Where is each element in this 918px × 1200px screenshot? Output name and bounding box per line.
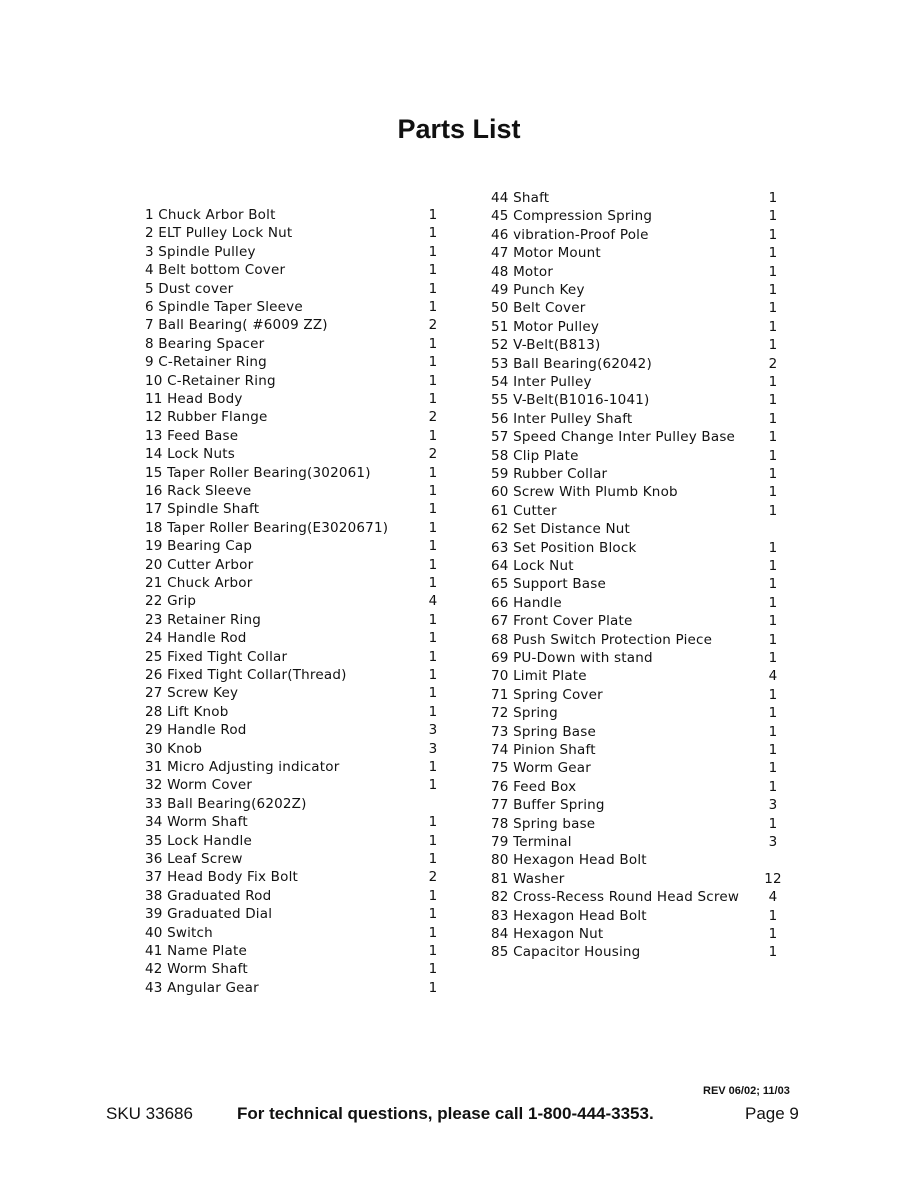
part-name: 63 Set Position Block (491, 539, 637, 556)
part-name: 32 Worm Cover (145, 777, 253, 794)
part-quantity: 1 (428, 943, 438, 959)
parts-list-row (145, 592, 465, 610)
parts-list-row (491, 741, 801, 759)
part-quantity: 1 (428, 906, 438, 923)
part-quantity: 2 (428, 446, 438, 463)
part-name: 65 Support Base (491, 576, 607, 593)
part-name: 80 Hexagon Head Bolt (491, 852, 647, 869)
parts-list-row (491, 943, 801, 961)
part-name: 61 Cutter (491, 502, 557, 519)
parts-list-row (491, 226, 801, 244)
parts-list-row (145, 445, 465, 463)
part-name: 46 vibration-Proof Pole (491, 226, 649, 243)
part-quantity: 1 (768, 594, 778, 611)
parts-list-row (145, 629, 465, 647)
part-name: 42 Worm Shaft (145, 961, 248, 978)
part-quantity: 4 (768, 668, 778, 685)
parts-list-row (491, 207, 801, 225)
parts-list-row (491, 539, 801, 557)
parts-list-right-column (491, 189, 801, 969)
part-quantity: 1 (768, 650, 778, 666)
part-name: 71 Spring Cover (491, 686, 603, 703)
parts-list-row (145, 850, 465, 868)
part-name: 3 Spindle Pulley (145, 243, 256, 260)
part-quantity: 1 (428, 538, 438, 555)
parts-list-row (145, 224, 465, 242)
parts-list-row (491, 759, 801, 777)
parts-list-row (491, 815, 801, 833)
part-name: 20 Cutter Arbor (145, 556, 254, 573)
parts-list-row (491, 907, 801, 925)
part-quantity: 1 (768, 374, 778, 390)
parts-list-row (491, 778, 801, 796)
part-quantity: 1 (768, 282, 778, 298)
part-quantity: 1 (768, 613, 778, 630)
part-quantity: 1 (768, 576, 778, 593)
parts-list-row (491, 851, 801, 869)
parts-list-row (145, 537, 465, 555)
parts-list-row (145, 408, 465, 426)
parts-list-row (145, 261, 465, 279)
part-name: 69 PU-Down with stand (491, 650, 653, 666)
part-name: 1 Chuck Arbor Bolt (145, 207, 276, 223)
parts-list-row (145, 648, 465, 666)
part-quantity: 2 (428, 869, 438, 886)
part-name: 30 Knob (145, 740, 203, 757)
part-quantity: 3 (768, 834, 778, 850)
parts-list-row (491, 594, 801, 612)
part-name: 37 Head Body Fix Bolt (145, 869, 299, 886)
parts-list-row (491, 410, 801, 428)
part-name: 75 Worm Gear (491, 760, 592, 777)
part-quantity: 3 (428, 740, 438, 757)
part-name: 81 Washer (491, 870, 565, 887)
part-name: 21 Chuck Arbor (145, 575, 253, 591)
part-quantity: 1 (428, 335, 438, 352)
part-name: 28 Lift Knob (145, 703, 229, 720)
part-quantity: 1 (768, 190, 778, 206)
part-name: 83 Hexagon Head Bolt (491, 907, 647, 924)
part-quantity: 1 (768, 760, 778, 777)
parts-list-row (145, 519, 465, 537)
parts-list-row (145, 942, 465, 960)
part-quantity: 1 (428, 814, 438, 831)
part-name: 85 Capacitor Housing (491, 944, 641, 961)
parts-list-row (145, 243, 465, 261)
part-name: 48 Motor (491, 263, 554, 280)
part-name: 33 Ball Bearing(6202Z) (145, 795, 307, 812)
part-quantity: 1 (428, 464, 438, 481)
parts-list-row (491, 373, 801, 391)
part-name: 18 Taper Roller Bearing(E3020671) (145, 519, 389, 536)
part-quantity: 1 (768, 300, 778, 317)
parts-list-row (491, 391, 801, 409)
part-name: 11 Head Body (145, 391, 243, 407)
part-name: 52 V-Belt(B813) (491, 337, 601, 354)
part-quantity: 1 (428, 207, 438, 223)
part-quantity: 1 (428, 243, 438, 260)
parts-list-row (145, 758, 465, 776)
part-quantity: 1 (768, 944, 778, 961)
parts-list-row (491, 557, 801, 575)
part-quantity: 4 (768, 889, 778, 906)
page-title: Parts List (397, 114, 521, 144)
parts-list-row (491, 299, 801, 317)
part-name: 2 ELT Pulley Lock Nut (145, 225, 293, 242)
part-name: 68 Push Switch Protection Piece (491, 631, 713, 648)
part-quantity: 1 (768, 926, 778, 942)
part-quantity: 2 (428, 409, 438, 426)
part-quantity: 1 (428, 648, 438, 665)
parts-list-row (145, 868, 465, 886)
part-quantity: 1 (768, 318, 778, 335)
parts-list-row (491, 336, 801, 354)
parts-list-row (145, 684, 465, 702)
part-name: 15 Taper Roller Bearing(302061) (145, 464, 371, 481)
part-name: 53 Ball Bearing(62042) (491, 355, 652, 372)
part-name: 39 Graduated Dial (145, 906, 273, 923)
part-name: 7 Ball Bearing( #6009 ZZ) (145, 317, 328, 334)
parts-list-row (491, 833, 801, 851)
parts-list-row (145, 813, 465, 831)
part-quantity: 1 (428, 979, 438, 996)
part-name: 24 Handle Rod (145, 630, 247, 647)
parts-list-row (491, 612, 801, 630)
part-name: 38 Graduated Rod (145, 887, 272, 904)
parts-list-row (145, 464, 465, 482)
part-name: 57 Speed Change Inter Pulley Base (491, 429, 736, 446)
part-name: 54 Inter Pulley (491, 374, 592, 390)
part-quantity: 1 (428, 685, 438, 702)
parts-list-row (491, 447, 801, 465)
part-name: 74 Pinion Shaft (491, 742, 596, 758)
part-name: 62 Set Distance Nut (491, 521, 630, 538)
part-quantity: 1 (768, 466, 778, 482)
parts-list-row (145, 979, 465, 997)
part-name: 55 V-Belt(B1016-1041) (491, 392, 650, 409)
part-name: 35 Lock Handle (145, 832, 252, 849)
part-name: 27 Screw Key (145, 685, 239, 702)
part-quantity: 1 (768, 263, 778, 280)
parts-list-row (491, 520, 801, 538)
part-name: 76 Feed Box (491, 778, 577, 795)
parts-list-row (491, 631, 801, 649)
part-name: 78 Spring base (491, 815, 596, 832)
part-quantity: 1 (768, 208, 778, 225)
parts-list-row (145, 905, 465, 923)
part-name: 70 Limit Plate (491, 668, 587, 685)
part-quantity: 12 (764, 870, 782, 887)
part-quantity: 1 (768, 484, 778, 501)
part-quantity: 2 (768, 355, 778, 372)
part-quantity: 1 (428, 427, 438, 444)
part-quantity: 1 (768, 723, 778, 740)
parts-list-row (145, 666, 465, 684)
part-name: 59 Rubber Collar (491, 466, 608, 482)
part-quantity: 1 (768, 502, 778, 519)
part-quantity: 1 (768, 778, 778, 795)
part-name: 13 Feed Base (145, 427, 239, 444)
parts-list-row (491, 189, 801, 207)
part-name: 12 Rubber Flange (145, 409, 268, 426)
part-quantity: 1 (428, 924, 438, 941)
part-name: 56 Inter Pulley Shaft (491, 410, 633, 427)
part-name: 73 Spring Base (491, 723, 596, 740)
part-quantity: 3 (428, 722, 438, 739)
part-name: 79 Terminal (491, 834, 572, 850)
part-quantity: 1 (428, 851, 438, 867)
part-name: 77 Buffer Spring (491, 797, 605, 814)
page-number: Page 9 (745, 1104, 799, 1123)
part-name: 29 Handle Rod (145, 722, 247, 739)
parts-list-row (491, 502, 801, 520)
parts-list-row (491, 925, 801, 943)
part-quantity: 1 (768, 429, 778, 446)
parts-list-row (145, 500, 465, 518)
parts-list-row (491, 244, 801, 262)
part-quantity: 1 (768, 631, 778, 648)
part-name: 72 Spring (491, 705, 558, 722)
part-name: 47 Motor Mount (491, 245, 601, 262)
part-name: 51 Motor Pulley (491, 318, 600, 335)
part-quantity: 1 (768, 410, 778, 427)
part-name: 66 Handle (491, 594, 562, 611)
parts-list-row (145, 721, 465, 739)
part-quantity: 1 (428, 391, 438, 407)
parts-list-row (491, 667, 801, 685)
part-name: 43 Angular Gear (145, 979, 259, 996)
part-name: 40 Switch (145, 924, 213, 941)
part-quantity: 1 (428, 611, 438, 628)
part-quantity: 1 (428, 556, 438, 573)
parts-list-row (145, 740, 465, 758)
part-quantity: 1 (768, 558, 778, 574)
part-quantity: 1 (428, 667, 438, 683)
part-quantity: 1 (768, 907, 778, 924)
part-quantity: 1 (428, 483, 438, 499)
part-quantity: 1 (428, 299, 438, 315)
part-name: 36 Leaf Screw (145, 851, 243, 867)
parts-list-row (145, 960, 465, 978)
part-name: 9 C-Retainer Ring (145, 354, 267, 371)
part-quantity: 1 (768, 226, 778, 243)
part-name: 17 Spindle Shaft (145, 501, 260, 518)
parts-list-row (145, 556, 465, 574)
part-quantity: 1 (768, 815, 778, 832)
part-name: 50 Belt Cover (491, 300, 586, 317)
parts-list-row (491, 686, 801, 704)
part-name: 26 Fixed Tight Collar(Thread) (145, 667, 347, 683)
parts-list-row (491, 465, 801, 483)
part-name: 25 Fixed Tight Collar (145, 648, 288, 665)
parts-list-row (491, 575, 801, 593)
part-quantity: 1 (428, 501, 438, 518)
parts-list-row (145, 372, 465, 390)
part-name: 45 Compression Spring (491, 208, 653, 225)
part-quantity: 1 (428, 354, 438, 371)
parts-list-row (491, 355, 801, 373)
part-quantity: 2 (428, 317, 438, 334)
part-quantity: 3 (768, 797, 778, 814)
technical-support-line: For technical questions, please call 1-800-444-3353. (237, 1104, 654, 1123)
part-name: 64 Lock Nut (491, 558, 574, 574)
part-quantity: 1 (768, 705, 778, 722)
parts-list-row (145, 574, 465, 592)
part-name: 58 Clip Plate (491, 447, 579, 464)
part-name: 44 Shaft (491, 190, 550, 206)
parts-list-row (145, 206, 465, 224)
parts-list-row (491, 888, 801, 906)
part-quantity: 1 (428, 832, 438, 849)
part-quantity: 1 (428, 759, 438, 775)
parts-list-row (145, 280, 465, 298)
part-quantity: 1 (428, 280, 438, 297)
part-quantity: 1 (768, 447, 778, 464)
parts-list-row (491, 263, 801, 281)
part-name: 82 Cross-Recess Round Head Screw (491, 889, 740, 906)
part-quantity: 1 (428, 777, 438, 794)
part-name: 41 Name Plate (145, 943, 247, 959)
parts-list-row (145, 776, 465, 794)
parts-list-left-column (145, 206, 465, 1006)
sku-number: SKU 33686 (106, 1104, 193, 1123)
parts-list-row (145, 887, 465, 905)
parts-list-row (145, 390, 465, 408)
parts-list-row (145, 335, 465, 353)
part-quantity: 1 (768, 392, 778, 409)
parts-list-row (145, 703, 465, 721)
part-name: 84 Hexagon Nut (491, 926, 604, 942)
parts-list-row (145, 316, 465, 334)
part-quantity: 1 (768, 245, 778, 262)
parts-list-row (145, 611, 465, 629)
parts-list-row (491, 870, 801, 888)
parts-list-row (145, 298, 465, 316)
part-name: 67 Front Cover Plate (491, 613, 633, 630)
parts-list-row (491, 318, 801, 336)
part-name: 23 Retainer Ring (145, 611, 262, 628)
parts-list-row (145, 832, 465, 850)
part-quantity: 1 (428, 225, 438, 242)
parts-list-row (145, 353, 465, 371)
part-name: 60 Screw With Plumb Knob (491, 484, 678, 501)
parts-list-row (491, 704, 801, 722)
part-name: 34 Worm Shaft (145, 814, 248, 831)
part-name: 31 Micro Adjusting indicator (145, 759, 340, 775)
parts-list-row (491, 723, 801, 741)
part-quantity: 1 (768, 337, 778, 354)
part-name: 49 Punch Key (491, 282, 585, 298)
part-quantity: 1 (768, 539, 778, 556)
parts-list-row (145, 427, 465, 445)
part-quantity: 4 (428, 593, 438, 610)
part-name: 14 Lock Nuts (145, 446, 235, 463)
part-quantity: 1 (768, 742, 778, 758)
part-name: 5 Dust cover (145, 280, 234, 297)
part-name: 16 Rack Sleeve (145, 483, 252, 499)
revision-note: REV 06/02; 11/03 (703, 1085, 790, 1097)
part-name: 19 Bearing Cap (145, 538, 253, 555)
parts-list-row (491, 796, 801, 814)
parts-list-row (145, 482, 465, 500)
part-quantity: 1 (428, 630, 438, 647)
part-quantity: 1 (428, 262, 438, 279)
part-quantity: 1 (428, 519, 438, 536)
part-name: 4 Belt bottom Cover (145, 262, 286, 279)
part-quantity: 1 (428, 575, 438, 591)
part-quantity: 1 (428, 372, 438, 389)
part-name: 8 Bearing Spacer (145, 335, 265, 352)
part-quantity: 1 (768, 686, 778, 703)
part-name: 22 Grip (145, 593, 197, 610)
parts-list-row (491, 428, 801, 446)
parts-list-row (491, 649, 801, 667)
part-name: 6 Spindle Taper Sleeve (145, 299, 303, 315)
part-quantity: 1 (428, 887, 438, 904)
part-quantity: 1 (428, 703, 438, 720)
parts-list-row (491, 281, 801, 299)
parts-list-row (145, 795, 465, 813)
parts-list-row (145, 924, 465, 942)
part-name: 10 C-Retainer Ring (145, 372, 276, 389)
parts-list-row (491, 483, 801, 501)
part-quantity: 1 (428, 961, 438, 978)
